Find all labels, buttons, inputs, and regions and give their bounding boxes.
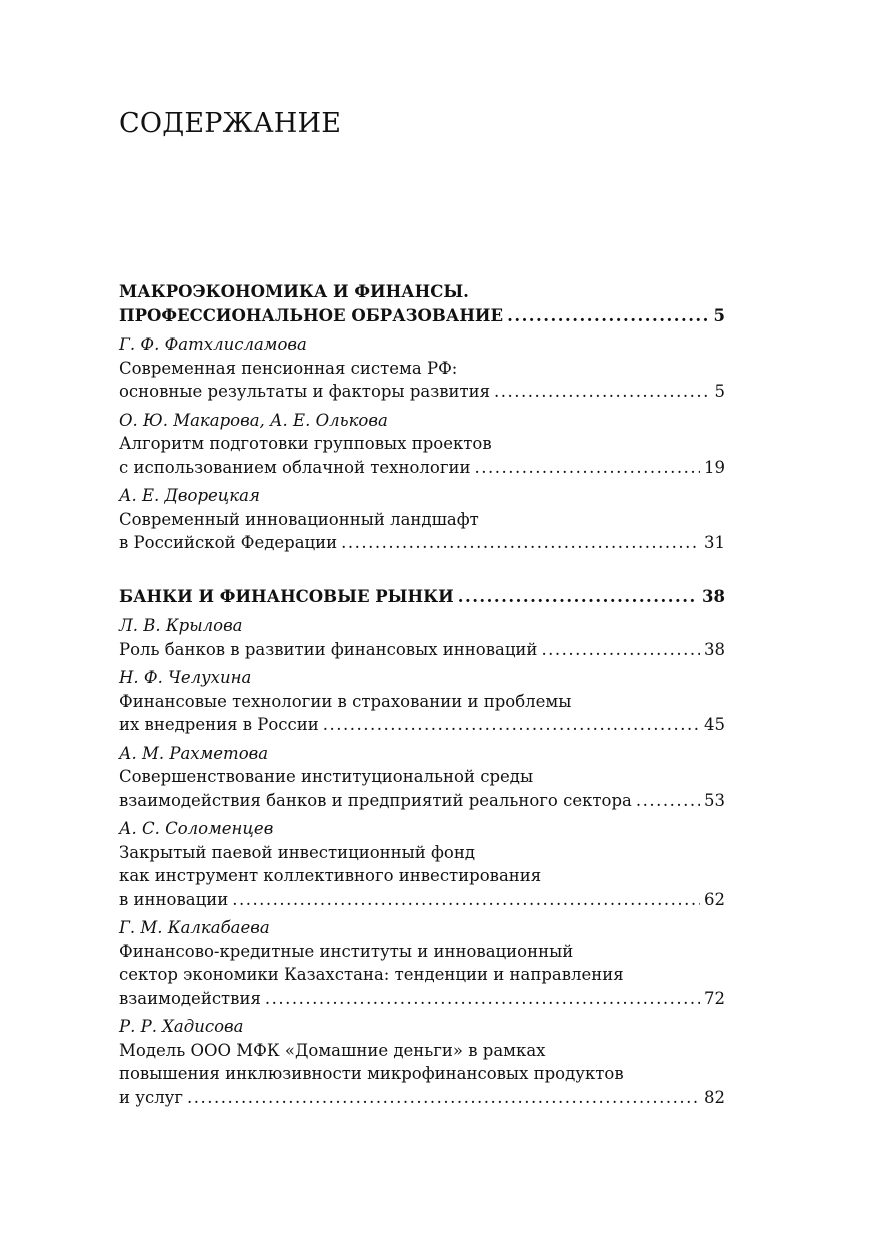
entry-title-line: Финансовые технологии в страховании и проблемы [119,691,572,711]
dot-leader [636,789,700,813]
toc-entry[interactable] [119,817,725,911]
entry-title-line-last [119,638,725,662]
page-number: 82 [704,1087,725,1107]
entry-title-line-last [119,1086,725,1110]
page-number: 62 [704,889,725,909]
page-title: СОДЕРЖАНИЕ [119,108,342,139]
toc-section [119,280,725,555]
entry-title-line-last [119,456,725,480]
entry-title-line: с использованием облачной технологии [119,457,471,477]
toc-entry[interactable] [119,742,725,813]
entry-title-line: основные результаты и факторы развития [119,382,491,401]
entry-title-line-last [119,789,725,813]
entry-title-line-last [119,713,725,737]
entry-author: А. С. Соломенцев [119,819,274,838]
page-number: 5 [714,382,725,401]
toc-entry[interactable] [119,484,725,555]
page-number: 38 [702,586,725,606]
entry-author: Р. Р. Хадисова [119,1017,244,1036]
page-number: 31 [704,533,725,552]
entry-title-line: Модель ООО МФК «Домашние деньги» в рамках [119,1040,546,1060]
entry-title-line: Финансово-кредитные институты и инновационный [119,941,574,961]
toc-entry[interactable] [119,614,725,661]
dot-leader [187,1086,700,1110]
dot-leader [458,585,698,609]
dot-leader [265,987,700,1011]
page-number: 19 [704,457,725,477]
table-of-contents [119,280,725,1114]
toc-entry[interactable] [119,333,725,404]
entry-title-line: повышения инклюзивности микрофинансовых продуктов [119,1064,624,1083]
entry-title-line-last [119,888,725,912]
entry-title-line: взаимодействия банков и предприятий реального сектора [119,790,632,810]
dot-leader [494,380,710,404]
entry-author: Л. В. Крылова [119,616,243,635]
page-number: 5 [713,305,725,325]
entry-title-line: Современная пенсионная система РФ: [119,358,458,378]
entry-title-line: как инструмент коллективного инвестирования [119,866,542,885]
entry-title-line: Алгоритм подготовки групповых проектов [119,434,492,453]
dot-leader [323,713,700,737]
section-heading-line: БАНКИ И ФИНАНСОВЫЕ РЫНКИ [119,586,454,606]
entry-author: Г. М. Калкабаева [119,918,270,937]
entry-title-line: Закрытый паевой инвестиционный фонд [119,842,476,862]
entry-author: О. Ю. Макарова, А. Е. Олькова [119,410,388,430]
page-number: 38 [704,639,725,659]
section-heading[interactable] [119,280,725,327]
toc-entry[interactable] [119,916,725,1010]
page-number: 45 [704,715,725,734]
section-heading-line-last [119,304,725,328]
entry-title-line: Совершенствование институциональной среды [119,767,534,786]
section-heading-line-last [119,585,725,609]
entry-title-line-last [119,380,725,404]
section-heading-line: МАКРОЭКОНОМИКА И ФИНАНСЫ. [119,282,469,301]
toc-entry[interactable] [119,666,725,737]
entry-author: А. М. Рахметова [119,743,269,763]
entry-author: Н. Ф. Челухина [119,668,252,687]
section-heading[interactable] [119,585,725,609]
entry-title-line: взаимодействия [119,988,261,1008]
entry-title-line: в Российской Федерации [119,533,338,552]
dot-leader [232,888,700,912]
entry-author: А. Е. Дворецкая [119,486,260,505]
entry-title-line: в инновации [119,889,229,909]
dot-leader [341,531,700,555]
entry-title-line: Роль банков в развитии финансовых инноваций [119,639,538,659]
page-number: 72 [704,988,725,1008]
page-number: 53 [704,790,725,810]
toc-entry[interactable] [119,409,725,480]
entry-title-line-last [119,987,725,1011]
entry-title-line: сектор экономики Казахстана: тенденции и направления [119,965,624,984]
dot-leader [474,456,700,480]
dot-leader [541,638,700,662]
toc-section [119,585,725,1110]
entry-title-line: Современный инновационный ландшафт [119,509,479,529]
entry-title-line: их внедрения в России [119,715,319,734]
entry-title-line-last [119,531,725,555]
entry-title-line: и услуг [119,1087,184,1107]
dot-leader [507,304,709,328]
entry-author: Г. Ф. Фатхлисламова [119,335,307,354]
toc-entry[interactable] [119,1015,725,1109]
section-heading-line: ПРОФЕССИОНАЛЬНОЕ ОБРАЗОВАНИЕ [119,305,504,325]
